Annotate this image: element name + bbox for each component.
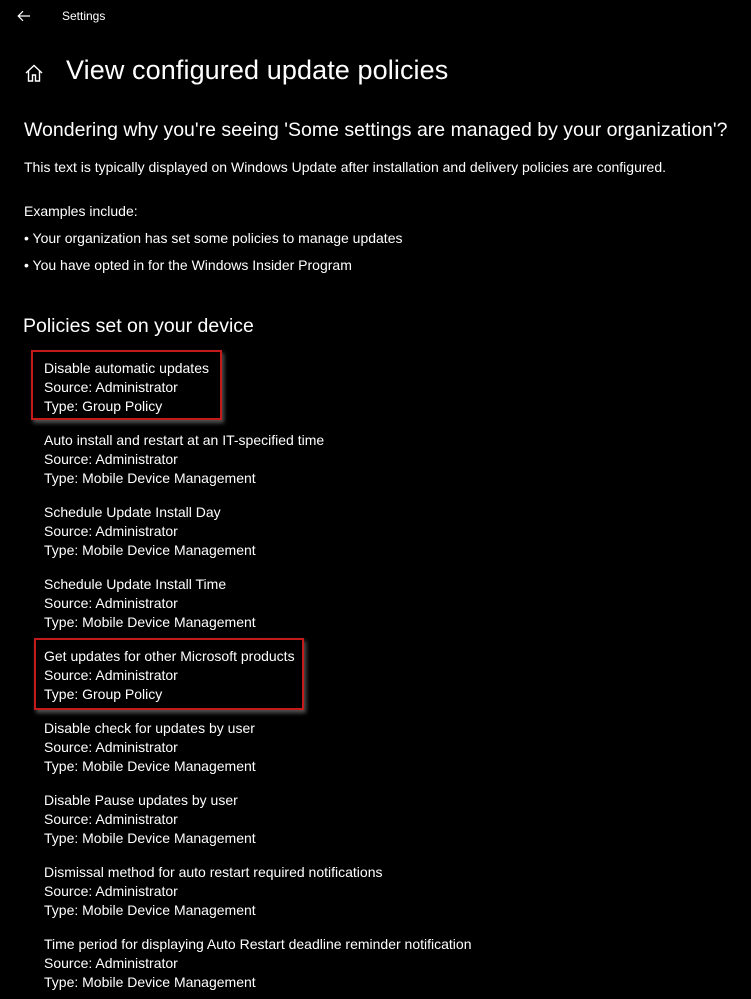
title-bar [0, 0, 751, 32]
section-heading: Wondering why you're seeing 'Some settings are managed by your organization'? [24, 119, 728, 141]
description-text: This text is typically displayed on Windows Update after installation and delivery policies are configured. [24, 159, 666, 175]
policy-name: Schedule Update Install Day [44, 504, 221, 520]
policy-source: Source: Administrator [44, 379, 178, 395]
policy-source: Source: Administrator [44, 883, 178, 899]
policy-type: Type: Mobile Device Management [44, 830, 256, 846]
policy-item [44, 359, 209, 416]
policy-name: Disable Pause updates by user [44, 792, 238, 808]
policy-name: Schedule Update Install Time [44, 576, 227, 592]
policy-type: Type: Mobile Device Management [44, 974, 256, 990]
policy-type: Type: Mobile Device Management [44, 758, 256, 774]
policy-source: Source: Administrator [44, 595, 178, 611]
back-button[interactable] [10, 4, 38, 28]
policy-type: Type: Mobile Device Management [44, 470, 256, 486]
page-title: View configured update policies [66, 55, 449, 85]
policy-type: Type: Group Policy [44, 686, 163, 702]
policy-source: Source: Administrator [44, 811, 178, 827]
back-arrow-icon [17, 10, 31, 22]
policy-type: Type: Mobile Device Management [44, 614, 256, 630]
app-title: Settings [62, 9, 106, 23]
policy-item [44, 431, 324, 488]
policy-item [44, 863, 382, 920]
policy-source: Source: Administrator [44, 955, 178, 971]
policy-source: Source: Administrator [44, 667, 178, 683]
example-item: • Your organization has set some policies to manage updates [24, 230, 403, 246]
policy-source: Source: Administrator [44, 523, 178, 539]
policy-name: Disable check for updates by user [44, 720, 255, 736]
policy-type: Type: Mobile Device Management [44, 542, 256, 558]
policy-item [44, 791, 256, 848]
policy-name: Auto install and restart at an IT-specified time [44, 432, 325, 448]
home-button[interactable] [21, 60, 47, 86]
policy-type: Type: Mobile Device Management [44, 902, 256, 918]
examples-label: Examples include: [24, 203, 138, 219]
policy-name: Get updates for other Microsoft products [44, 648, 295, 664]
policy-item [44, 503, 256, 560]
policy-type: Type: Group Policy [44, 398, 163, 414]
policy-item [44, 647, 295, 704]
example-item: • You have opted in for the Windows Insider Program [24, 257, 352, 273]
policies-heading: Policies set on your device [23, 315, 254, 337]
policy-name: Disable automatic updates [44, 360, 209, 376]
policy-item [44, 575, 256, 632]
home-icon [24, 63, 44, 83]
policy-item [44, 935, 472, 992]
policy-source: Source: Administrator [44, 739, 178, 755]
policy-name: Time period for displaying Auto Restart deadline reminder notification [44, 936, 472, 952]
policy-item [44, 719, 256, 776]
policy-name: Dismissal method for auto restart required notifications [44, 864, 383, 880]
policy-source: Source: Administrator [44, 451, 178, 467]
